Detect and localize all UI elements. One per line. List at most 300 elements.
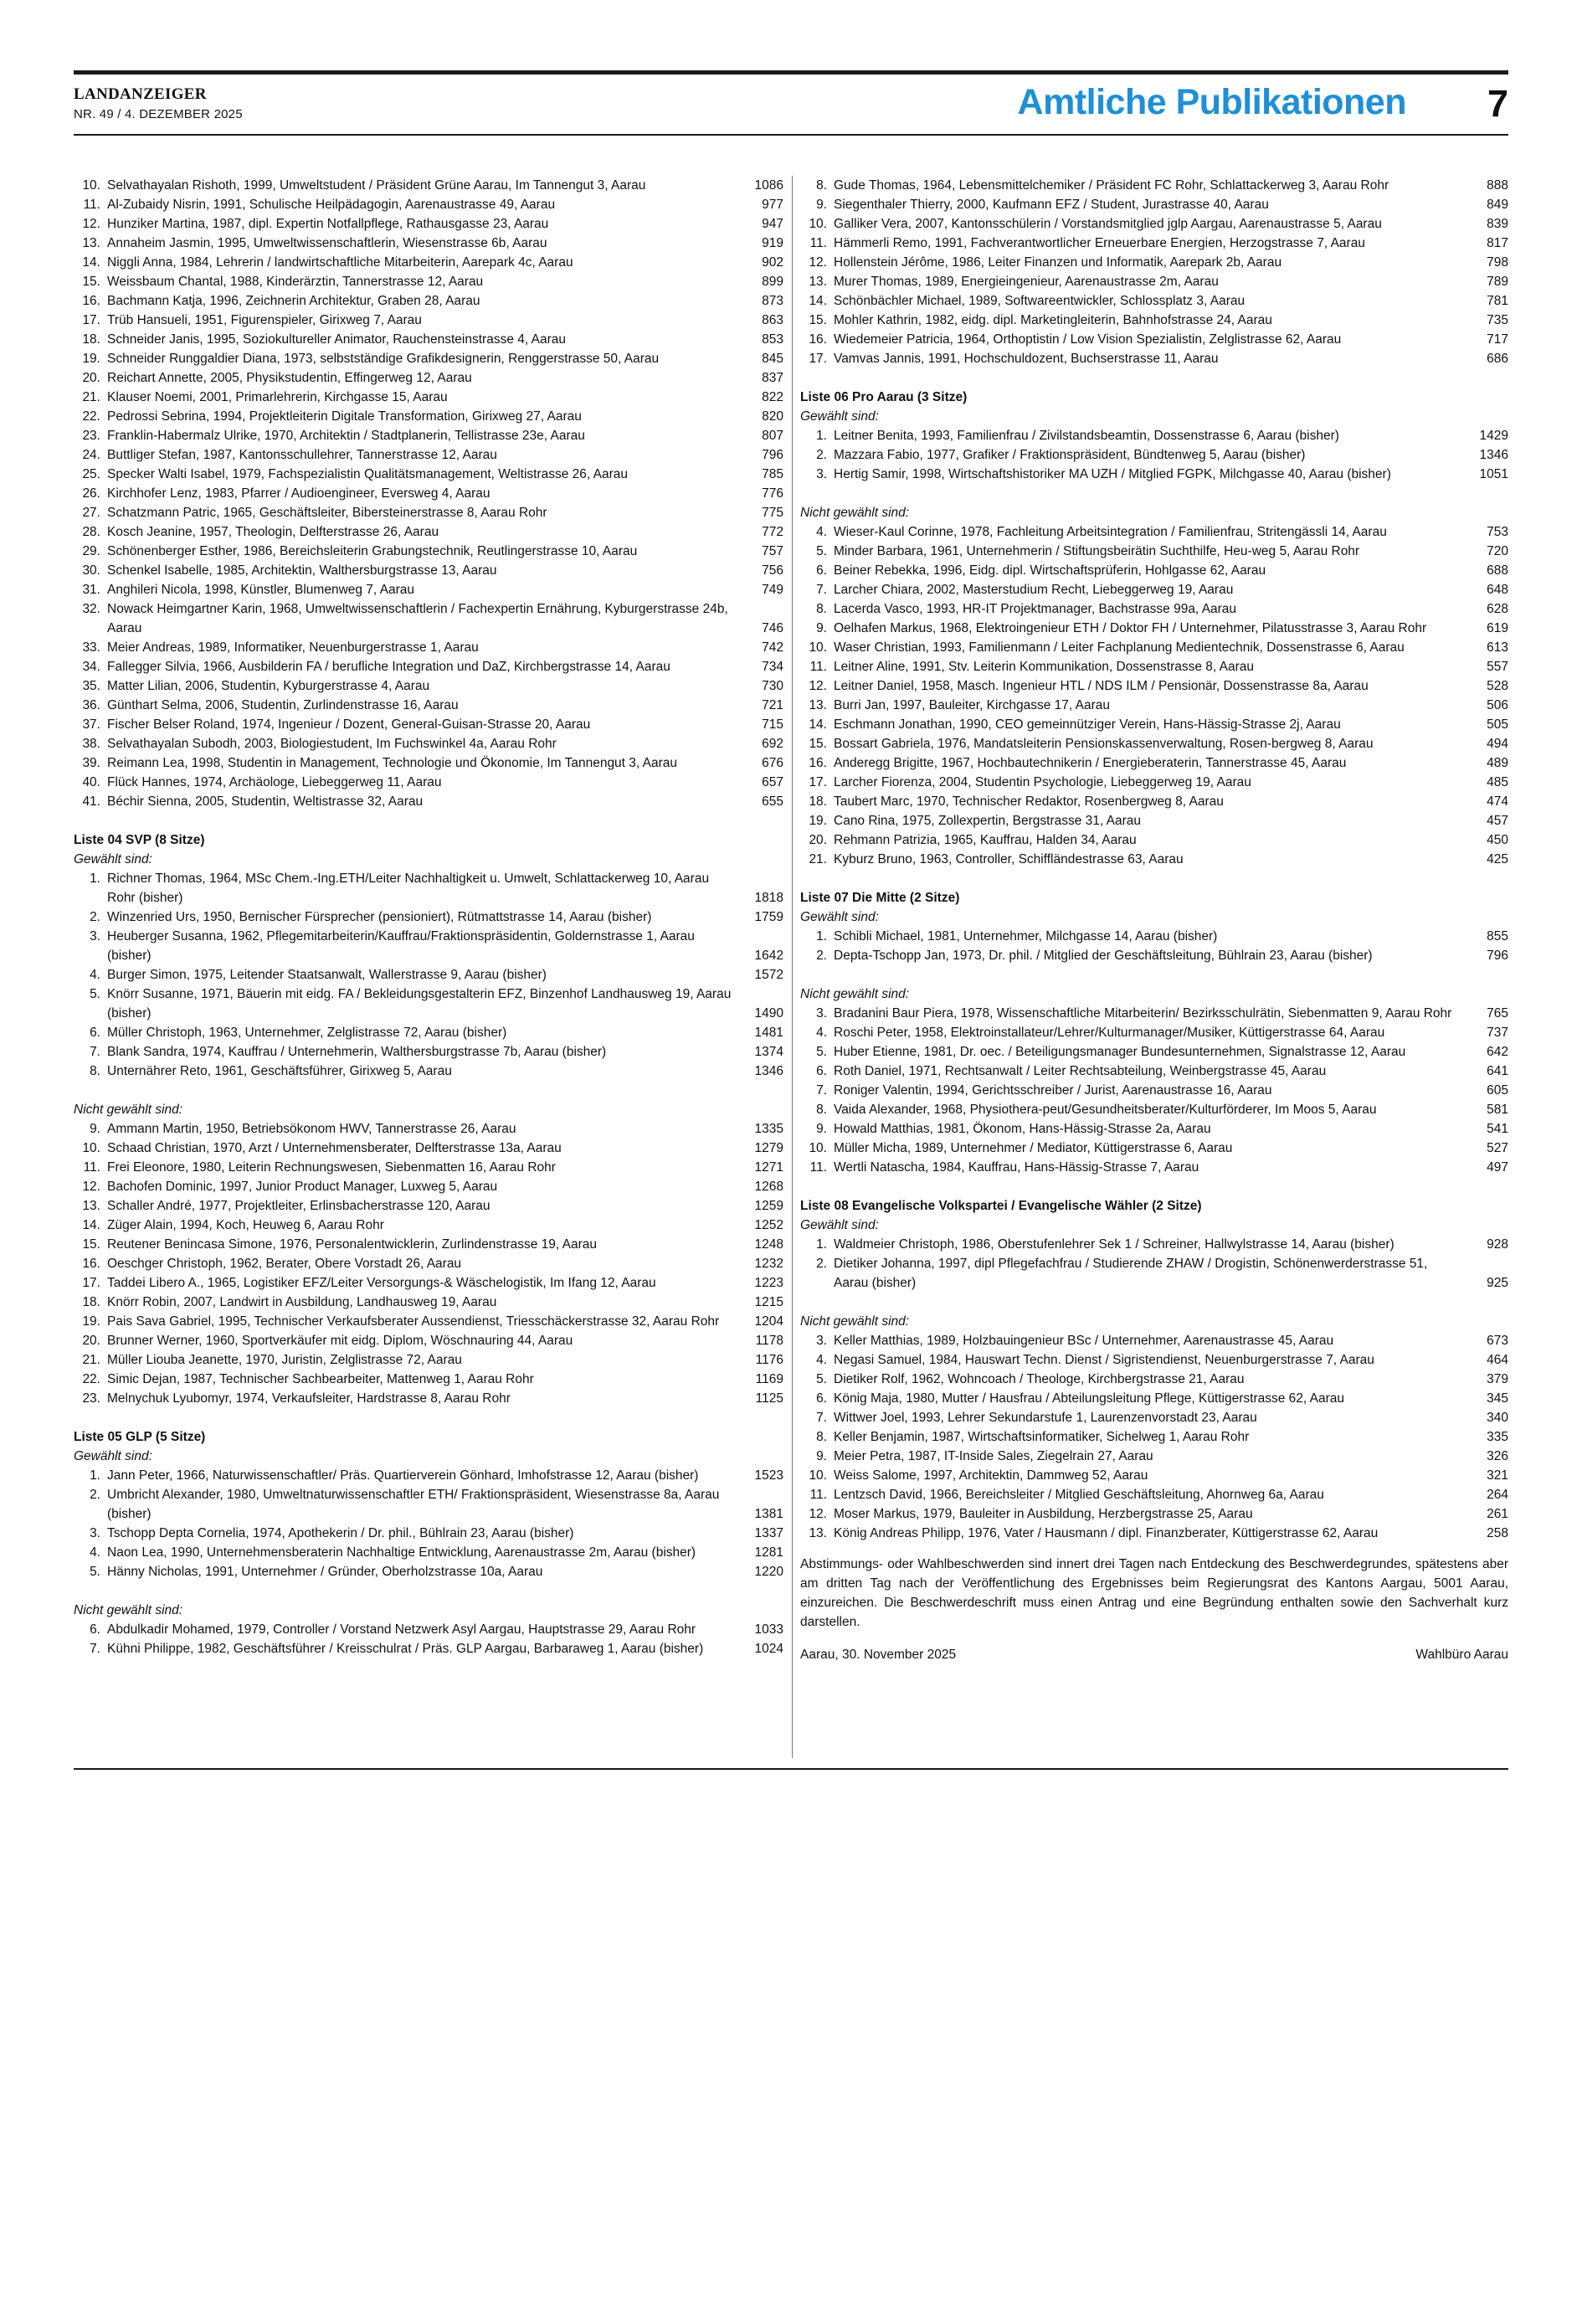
candidate-rank: 20. <box>82 1334 100 1348</box>
candidate-details: Müller Christoph, 1963, Unternehmer, Zelglistrasse 72, Aarau (bisher) <box>107 1026 507 1040</box>
candidate-rank: 1. <box>90 1468 100 1483</box>
candidate-details: Rehmann Patrizia, 1965, Kauffrau, Halden 34, Aarau <box>834 833 1137 847</box>
candidate-votes: 657 <box>762 775 783 789</box>
candidate-votes: 676 <box>762 756 783 770</box>
candidate-details: Keller Benjamin, 1987, Wirtschaftsinformatiker, Sichelweg 1, Aarau Rohr <box>834 1430 1250 1444</box>
signature-line <box>800 1645 1508 1664</box>
candidate-details: Galliker Vera, 2007, Kantonsschülerin / Vorstandsmitglied jglp Aargau, Aarenaustrasse 5, Aarau <box>834 217 1382 231</box>
candidate-votes: 1572 <box>754 968 783 982</box>
column-divider <box>792 176 793 1758</box>
candidate-details: Franklin-Habermalz Ulrike, 1970, Architektin / Stadtplanerin, Tellistrasse 23e, Aarau <box>107 429 585 443</box>
candidate-rank: 27. <box>82 506 100 520</box>
candidate-votes: 1232 <box>754 1257 783 1271</box>
candidate-row <box>74 599 783 638</box>
right-column <box>800 176 1508 1664</box>
candidate-row <box>800 1139 1508 1158</box>
candidate-row <box>800 657 1508 676</box>
candidate-row <box>74 388 783 407</box>
candidate-details: Schibli Michael, 1981, Unternehmer, Milchgasse 14, Aarau (bisher) <box>834 929 1218 943</box>
candidate-details: Wieser-Kaul Corinne, 1978, Fachleitung Arbeitsintegration / Familienfrau, Stritengässli 14, Aarau <box>834 525 1387 539</box>
candidate-row <box>800 676 1508 696</box>
candidate-details: Vamvas Jannis, 1991, Hochschuldozent, Buchserstrasse 11, Aarau <box>834 352 1219 366</box>
list05-continuation <box>800 176 1508 368</box>
candidate-votes: 648 <box>1487 583 1508 597</box>
candidate-row <box>74 522 783 542</box>
candidate-row <box>74 1196 783 1216</box>
candidate-row <box>800 1100 1508 1119</box>
left-column <box>74 176 783 1658</box>
candidate-details: Hertig Samir, 1998, Wirtschaftshistoriker MA UZH / Mitglied FGPK, Milchgasse 40, Aarau (bisher) <box>834 467 1391 481</box>
candidate-row <box>74 1389 783 1408</box>
candidate-votes: 1279 <box>754 1141 783 1155</box>
candidate-votes: 1125 <box>755 1391 783 1406</box>
candidate-details: Hunziker Martina, 1987, dipl. Expertin Notfallpflege, Rathausgasse 23, Aarau <box>107 217 549 231</box>
candidate-rank: 4. <box>90 968 100 982</box>
candidate-row <box>74 792 783 811</box>
candidate-details: Lentzsch David, 1966, Bereichsleiter / Mitglied Geschäftsleitung, Ahornweg 6a, Aarau <box>834 1488 1324 1502</box>
candidate-row <box>74 445 783 465</box>
elected-list <box>800 927 1508 965</box>
candidate-votes: 688 <box>1487 563 1508 578</box>
candidate-row <box>74 676 783 696</box>
candidate-row <box>800 176 1508 195</box>
candidate-rank: 14. <box>809 294 827 308</box>
candidate-details: Beiner Rebekka, 1996, Eidg. dipl. Wirtschaftsprüferin, Hohlgasse 62, Aarau <box>834 563 1266 578</box>
candidate-details: Annaheim Jasmin, 1995, Umweltwissenschaftlerin, Wiesenstrasse 6b, Aarau <box>107 236 547 250</box>
candidate-votes: 1051 <box>1479 467 1508 481</box>
candidate-rank: 29. <box>82 544 100 558</box>
candidate-votes: 1346 <box>1479 448 1508 462</box>
candidate-votes: 781 <box>1487 294 1508 308</box>
top-rule <box>74 70 1508 75</box>
candidate-row <box>74 195 783 214</box>
candidate-row <box>74 1119 783 1139</box>
candidate-votes: 474 <box>1487 794 1508 809</box>
candidate-details: Huber Etienne, 1981, Dr. oec. / Beteiligungsmanager Bundesunternehmen, Signalstrasse 12, Aarau <box>834 1045 1406 1059</box>
candidate-row <box>800 1466 1508 1485</box>
candidate-row <box>74 985 783 1023</box>
candidate-rank: 14. <box>82 1218 100 1232</box>
candidate-row <box>800 830 1508 850</box>
candidate-rank: 23. <box>82 429 100 443</box>
candidate-row <box>74 214 783 234</box>
candidate-details: Abdulkadir Mohamed, 1979, Controller / Vorstand Netzwerk Asyl Aargau, Hauptstrasse 29, Aarau Rohr <box>107 1622 696 1637</box>
candidate-details: Gude Thomas, 1964, Lebensmittelchemiker / Präsident FC Rohr, Schlattackerweg 3, Aarau Rohr <box>834 178 1389 193</box>
candidate-row <box>74 1216 783 1235</box>
candidate-rank: 5. <box>816 1045 827 1059</box>
elected-list <box>800 426 1508 484</box>
candidate-votes: 619 <box>1487 621 1508 635</box>
candidate-votes: 1033 <box>754 1622 783 1637</box>
candidate-votes: 1346 <box>754 1064 783 1078</box>
not-elected-label: Nicht gewählt sind: <box>800 506 910 520</box>
candidate-details: Reutener Benincasa Simone, 1976, Personalentwicklerin, Zurlindenstrasse 19, Aarau <box>107 1237 598 1252</box>
candidate-details: Specker Walti Isabel, 1979, Fachspezialistin Qualitätsmanagement, Weltistrasse 26, Aarau <box>107 467 629 481</box>
candidate-row <box>800 696 1508 715</box>
candidate-rank: 2. <box>90 1488 100 1502</box>
candidate-row <box>74 1254 783 1273</box>
candidate-rank: 3. <box>816 1334 827 1348</box>
candidate-details: Unternährer Reto, 1961, Geschäftsführer, Girixweg 5, Aarau <box>107 1064 452 1078</box>
candidate-row <box>74 368 783 388</box>
candidate-details: Frei Eleonore, 1980, Leiterin Rechnungswesen, Siebenmatten 16, Aarau Rohr <box>107 1160 556 1175</box>
elected-label: Gewählt sind: <box>74 1449 152 1463</box>
candidate-row <box>74 1370 783 1389</box>
candidate-details: Züger Alain, 1994, Koch, Heuweg 6, Aarau Rohr <box>107 1218 384 1232</box>
candidate-row <box>800 195 1508 214</box>
candidate-rank: 12. <box>82 1180 100 1194</box>
signature: Wahlbüro Aarau <box>1415 1648 1508 1662</box>
candidate-rank: 4. <box>90 1545 100 1560</box>
candidate-details: Niggli Anna, 1984, Lehrerin / landwirtschaftliche Mitarbeiterin, Aarepark 4c, Aarau <box>107 255 573 270</box>
not-elected-label: Nicht gewählt sind: <box>74 1603 183 1617</box>
candidate-rank: 39. <box>82 756 100 770</box>
candidate-details: Oeschger Christoph, 1962, Berater, Obere Vorstadt 26, Aarau <box>107 1257 462 1271</box>
candidate-row <box>74 503 783 522</box>
candidate-votes: 756 <box>762 563 783 578</box>
candidate-details: Selvathayalan Rishoth, 1999, Umweltstudent / Präsident Grüne Aarau, Im Tannengut 3, Aarau <box>107 178 646 193</box>
candidate-row <box>74 1639 783 1658</box>
candidate-details: König Maja, 1980, Mutter / Hausfrau / Abteilungsleitung Pflege, Küttigerstrasse 62, Aarau <box>834 1391 1345 1406</box>
candidate-row <box>74 330 783 349</box>
candidate-row <box>800 850 1508 869</box>
header-rule <box>74 134 1508 136</box>
candidate-rank: 19. <box>82 1314 100 1329</box>
candidate-votes: 1759 <box>754 910 783 924</box>
candidate-details: Vaida Alexander, 1968, Physiothera-peut/Gesundheitsberater/Kulturförderer, Im Moos 5, Aarau <box>834 1103 1377 1117</box>
candidate-votes: 742 <box>762 640 783 655</box>
candidate-details: Müller Liouba Jeanette, 1970, Juristin, Zelglistrasse 72, Aarau <box>107 1353 462 1367</box>
candidate-row <box>800 542 1508 561</box>
candidate-rank: 5. <box>816 544 827 558</box>
candidate-row <box>800 927 1508 946</box>
candidate-row <box>800 1062 1508 1081</box>
candidate-row <box>74 1023 783 1042</box>
candidate-details: Simic Dejan, 1987, Technischer Sachbearbeiter, Mattenweg 1, Aarau Rohr <box>107 1372 534 1386</box>
candidate-details: Roniger Valentin, 1994, Gerichtsschreiber / Jurist, Aarenaustrasse 16, Aarau <box>834 1083 1272 1098</box>
candidate-votes: 557 <box>1487 660 1508 674</box>
candidate-votes: 345 <box>1487 1391 1508 1406</box>
candidate-row <box>74 484 783 503</box>
candidate-rank: 23. <box>82 1391 100 1406</box>
candidate-details: Leitner Daniel, 1958, Masch. Ingenieur HTL / NDS ILM / Pensionär, Dossenstrasse 8a, Aarau <box>834 679 1369 693</box>
candidate-row <box>800 580 1508 599</box>
candidate-details: Roth Daniel, 1971, Rechtsanwalt / Leiter Rechtsabteilung, Weinbergstrasse 45, Aarau <box>834 1064 1327 1078</box>
candidate-votes: 735 <box>1487 313 1508 327</box>
candidate-rank: 10. <box>809 1468 827 1483</box>
candidate-votes: 798 <box>1487 255 1508 270</box>
candidate-details: Naon Lea, 1990, Unternehmensberaterin Nachhaltige Entwicklung, Aarenaustrasse 2m, Aarau (bisher) <box>107 1545 696 1560</box>
candidate-row <box>74 638 783 657</box>
candidate-votes: 1481 <box>754 1026 783 1040</box>
candidate-row <box>800 445 1508 465</box>
candidate-rank: 5. <box>90 1565 100 1579</box>
candidate-votes: 527 <box>1487 1141 1508 1155</box>
candidate-votes: 686 <box>1487 352 1508 366</box>
candidate-rank: 7. <box>90 1045 100 1059</box>
candidate-rank: 7. <box>816 1411 827 1425</box>
candidate-votes: 715 <box>762 717 783 732</box>
candidate-rank: 3. <box>816 467 827 481</box>
masthead: LANDANZEIGER <box>74 85 207 103</box>
candidate-details: Larcher Chiara, 2002, Masterstudium Recht, Liebeggerweg 19, Aarau <box>834 583 1234 597</box>
candidate-row <box>800 291 1508 311</box>
candidate-row <box>74 1158 783 1177</box>
candidate-votes: 1252 <box>754 1218 783 1232</box>
candidate-details: Fischer Belser Roland, 1974, Ingenieur / Dozent, General-Guisan-Strasse 20, Aarau <box>107 717 591 732</box>
candidate-details: Wertli Natascha, 1984, Kauffrau, Hans-Hässig-Strasse 7, Aarau <box>834 1160 1199 1175</box>
candidate-votes: 928 <box>1487 1237 1508 1252</box>
candidate-details: Heuberger Susanna, 1962, Pflegemitarbeiterin/Kauffrau/Fraktionspräsidentin, Goldernstrasse 1, Aarau (bisher) <box>107 929 695 963</box>
candidate-votes: 528 <box>1487 679 1508 693</box>
candidate-rank: 10. <box>82 178 100 193</box>
candidate-details: Hänny Nicholas, 1991, Unternehmer / Gründer, Oberholzstrasse 10a, Aarau <box>107 1565 543 1579</box>
candidate-row <box>800 465 1508 484</box>
elected-label: Gewählt sind: <box>74 852 152 866</box>
candidate-row <box>74 696 783 715</box>
candidate-votes: 717 <box>1487 332 1508 347</box>
candidate-row <box>74 1485 783 1524</box>
candidate-votes: 1215 <box>754 1295 783 1309</box>
candidate-row <box>800 619 1508 638</box>
list-heading: Liste 06 Pro Aarau (3 Sitze) <box>800 390 968 404</box>
candidate-rank: 3. <box>90 929 100 943</box>
candidate-details: Selvathayalan Subodh, 2003, Biologiestudent, Im Fuchswinkel 4a, Aarau Rohr <box>107 737 557 751</box>
candidate-rank: 11. <box>809 1488 827 1502</box>
candidate-votes: 772 <box>762 525 783 539</box>
candidate-rank: 9. <box>816 1449 827 1463</box>
bottom-rule <box>74 1768 1508 1770</box>
candidate-rank: 40. <box>82 775 100 789</box>
not-elected-list <box>800 1004 1508 1177</box>
candidate-details: Waser Christian, 1993, Familienmann / Leiter Fachplanung Medientechnik, Dossenstrasse 6, Aarau <box>834 640 1405 655</box>
candidate-rank: 11. <box>809 1160 827 1175</box>
candidate-votes: 340 <box>1487 1411 1508 1425</box>
candidate-row <box>800 234 1508 253</box>
candidate-rank: 8. <box>90 1064 100 1078</box>
candidate-votes: 796 <box>762 448 783 462</box>
candidate-votes: 730 <box>762 679 783 693</box>
candidate-votes: 1178 <box>755 1334 783 1348</box>
candidate-row <box>800 1081 1508 1100</box>
candidate-votes: 642 <box>1487 1045 1508 1059</box>
candidate-details: Trüb Hansueli, 1951, Figurenspieler, Girixweg 7, Aarau <box>107 313 422 327</box>
candidate-rank: 9. <box>90 1122 100 1136</box>
candidate-row <box>800 715 1508 734</box>
elected-list <box>74 1466 783 1581</box>
candidate-rank: 16. <box>809 756 827 770</box>
candidate-votes: 1429 <box>1479 429 1508 443</box>
candidate-row <box>800 1235 1508 1254</box>
candidate-details: Matter Lilian, 2006, Studentin, Kyburgerstrasse 4, Aarau <box>107 679 430 693</box>
candidate-details: Brunner Werner, 1960, Sportverkäufer mit eidg. Diplom, Wöschnauring 44, Aarau <box>107 1334 573 1348</box>
candidate-votes: 1268 <box>754 1180 783 1194</box>
candidate-rank: 31. <box>82 583 100 597</box>
candidate-row <box>74 1235 783 1254</box>
candidate-votes: 1220 <box>754 1565 783 1579</box>
candidate-details: Kirchhofer Lenz, 1983, Pfarrer / Audioengineer, Eversweg 4, Aarau <box>107 486 491 501</box>
candidate-votes: 873 <box>762 294 783 308</box>
candidate-rank: 7. <box>816 1083 827 1098</box>
candidate-details: Reimann Lea, 1998, Studentin in Management, Technologie und Ökonomie, Im Tannengut 3, Aarau <box>107 756 678 770</box>
candidate-details: Müller Micha, 1989, Unternehmer / Mediator, Küttigerstrasse 6, Aarau <box>834 1141 1233 1155</box>
candidate-details: Burger Simon, 1975, Leitender Staatsanwalt, Wallerstrasse 9, Aarau (bisher) <box>107 968 547 982</box>
candidate-details: Keller Matthias, 1989, Holzbauingenieur BSc / Unternehmer, Aarenaustrasse 45, Aarau <box>834 1334 1334 1348</box>
candidate-votes: 947 <box>762 217 783 231</box>
candidate-row <box>74 349 783 368</box>
candidate-votes: 497 <box>1487 1160 1508 1175</box>
candidate-votes: 1271 <box>754 1160 783 1175</box>
candidate-row <box>800 734 1508 753</box>
candidate-row <box>800 1408 1508 1427</box>
candidate-details: Larcher Fiorenza, 2004, Studentin Psychologie, Liebeggerweg 19, Aarau <box>834 775 1251 789</box>
candidate-votes: 1024 <box>754 1642 783 1656</box>
candidate-row <box>800 1004 1508 1023</box>
candidate-details: Depta-Tschopp Jan, 1973, Dr. phil. / Mitglied der Geschäftsleitung, Bühlrain 23, Aarau (bisher) <box>834 949 1373 963</box>
candidate-row <box>74 734 783 753</box>
candidate-rank: 8. <box>816 602 827 616</box>
candidate-rank: 25. <box>82 467 100 481</box>
candidate-row <box>74 407 783 426</box>
candidate-rank: 1. <box>816 429 827 443</box>
candidate-details: Dietiker Johanna, 1997, dipl Pflegefachfrau / Studierende ZHAW / Drogistin, Schönenwerderstrasse 51, Aarau (bisher) <box>834 1257 1428 1290</box>
candidate-rank: 10. <box>809 640 827 655</box>
candidate-row <box>800 599 1508 619</box>
candidate-rank: 9. <box>816 198 827 212</box>
candidate-details: Waldmeier Christoph, 1986, Oberstufenlehrer Sek 1 / Schreiner, Hallwylstrasse 14, Aarau (bisher) <box>834 1237 1395 1252</box>
candidate-details: Howald Matthias, 1981, Ökonom, Hans-Hässig-Strasse 2a, Aarau <box>834 1122 1211 1136</box>
candidate-rank: 34. <box>82 660 100 674</box>
candidate-rank: 6. <box>90 1622 100 1637</box>
candidate-votes: 1086 <box>754 178 783 193</box>
candidate-details: Béchir Sienna, 2005, Studentin, Weltistrasse 32, Aarau <box>107 794 424 809</box>
candidate-row <box>800 946 1508 965</box>
candidate-rank: 22. <box>82 409 100 424</box>
candidate-row <box>800 1389 1508 1408</box>
candidate-votes: 919 <box>762 236 783 250</box>
not-elected-label: Nicht gewählt sind: <box>74 1103 183 1117</box>
candidate-details: Blank Sandra, 1974, Kauffrau / Unternehmerin, Walthersburgstrasse 7b, Aarau (bisher) <box>107 1045 607 1059</box>
candidate-votes: 977 <box>762 198 783 212</box>
list-heading: Liste 05 GLP (5 Sitze) <box>74 1430 206 1444</box>
candidate-rank: 12. <box>82 217 100 231</box>
candidate-votes: 261 <box>1487 1507 1508 1521</box>
candidate-rank: 5. <box>90 987 100 1001</box>
candidate-rank: 30. <box>82 563 100 578</box>
not-elected-list <box>74 1119 783 1408</box>
candidate-rank: 24. <box>82 448 100 462</box>
candidate-rank: 12. <box>809 1507 827 1521</box>
candidate-row <box>800 753 1508 773</box>
candidate-votes: 902 <box>762 255 783 270</box>
candidate-votes: 1248 <box>754 1237 783 1252</box>
not-elected-list <box>800 1331 1508 1543</box>
candidate-votes: 264 <box>1487 1488 1508 1502</box>
candidate-votes: 1204 <box>754 1314 783 1329</box>
candidate-row <box>74 907 783 927</box>
candidate-votes: 258 <box>1487 1526 1508 1540</box>
candidate-row <box>74 1273 783 1293</box>
candidate-votes: 789 <box>1487 275 1508 289</box>
candidate-votes: 720 <box>1487 544 1508 558</box>
candidate-row <box>800 1447 1508 1466</box>
candidate-rank: 20. <box>809 833 827 847</box>
candidate-votes: 765 <box>1487 1006 1508 1021</box>
candidate-row <box>74 542 783 561</box>
candidate-details: Bachmann Katja, 1996, Zeichnerin Architektur, Graben 28, Aarau <box>107 294 480 308</box>
candidate-rank: 15. <box>809 313 827 327</box>
candidate-details: Weissbaum Chantal, 1988, Kinderärztin, Tannerstrasse 12, Aarau <box>107 275 484 289</box>
candidate-row <box>800 214 1508 234</box>
candidate-rank: 1. <box>816 929 827 943</box>
complaint-notice: Abstimmungs- oder Wahlbeschwerden sind innert drei Tagen nach Entdeckung des Beschwerdegrundes, spätestens aber am dritten Tag nach der Veröffentlichung des Ergebnisses beim Regierungsrat des Kantons Aargau, 5001 Aarau, einzureichen. Die Beschwerdeschrift muss einen Antrag und eine Begründung enthalten sowie den Sachverhalt kurz darstellen. <box>800 1557 1508 1629</box>
candidate-details: Anghileri Nicola, 1998, Künstler, Blumenweg 7, Aarau <box>107 583 415 597</box>
candidate-votes: 1381 <box>754 1507 783 1521</box>
candidate-row <box>74 234 783 253</box>
candidate-votes: 721 <box>762 698 783 712</box>
candidate-votes: 1337 <box>754 1526 783 1540</box>
candidate-rank: 18. <box>809 794 827 809</box>
candidate-details: Melnychuk Lyubomyr, 1974, Verkaufsleiter, Hardstrasse 8, Aarau Rohr <box>107 1391 511 1406</box>
candidate-votes: 863 <box>762 313 783 327</box>
candidate-rank: 4. <box>816 525 827 539</box>
candidate-rank: 26. <box>82 486 100 501</box>
candidate-votes: 457 <box>1487 814 1508 828</box>
candidate-details: Weiss Salome, 1997, Architektin, Dammweg 52, Aarau <box>834 1468 1148 1483</box>
candidate-rank: 7. <box>90 1642 100 1656</box>
candidate-rank: 10. <box>809 1141 827 1155</box>
candidate-row <box>800 522 1508 542</box>
candidate-rank: 21. <box>82 390 100 404</box>
candidate-rank: 8. <box>816 1430 827 1444</box>
candidate-rank: 9. <box>816 621 827 635</box>
candidate-rank: 18. <box>82 1295 100 1309</box>
candidate-row <box>74 1331 783 1350</box>
candidate-votes: 335 <box>1487 1430 1508 1444</box>
candidate-votes: 494 <box>1487 737 1508 751</box>
candidate-row <box>74 1350 783 1370</box>
candidate-details: Schneider Janis, 1995, Soziokultureller Animator, Rauchensteinstrasse 4, Aarau <box>107 332 566 347</box>
not-elected-label: Nicht gewählt sind: <box>800 1314 910 1329</box>
candidate-details: Hollenstein Jérôme, 1986, Leiter Finanzen und Informatik, Aarepark 2b, Aarau <box>834 255 1282 270</box>
candidate-row <box>800 1023 1508 1042</box>
candidate-votes: 757 <box>762 544 783 558</box>
candidate-rank: 15. <box>82 1237 100 1252</box>
candidate-row <box>74 311 783 330</box>
candidate-details: Meier Petra, 1987, IT-Inside Sales, Ziegelrain 27, Aarau <box>834 1449 1153 1463</box>
candidate-votes: 655 <box>762 794 783 809</box>
candidate-rank: 18. <box>82 332 100 347</box>
candidate-details: Klauser Noemi, 2001, Primarlehrerin, Kirchgasse 15, Aarau <box>107 390 448 404</box>
candidate-details: Anderegg Brigitte, 1967, Hochbautechnikerin / Energieberaterin, Tannerstrasse 45, Aarau <box>834 756 1347 770</box>
candidate-details: Negasi Samuel, 1984, Hauswart Techn. Dienst / Sigristendienst, Neuenburgerstrasse 7, Aarau <box>834 1353 1374 1367</box>
candidate-votes: 641 <box>1487 1064 1508 1078</box>
candidate-row <box>74 1466 783 1485</box>
candidate-details: Bachofen Dominic, 1997, Junior Product Manager, Luxweg 5, Aarau <box>107 1180 498 1194</box>
candidate-votes: 853 <box>762 332 783 347</box>
candidate-votes: 692 <box>762 737 783 751</box>
candidate-rank: 2. <box>90 910 100 924</box>
candidate-votes: 450 <box>1487 833 1508 847</box>
candidate-details: Schenkel Isabelle, 1985, Architektin, Walthersburgstrasse 13, Aarau <box>107 563 497 578</box>
candidate-row <box>800 561 1508 580</box>
candidate-rank: 17. <box>82 1276 100 1290</box>
candidate-row <box>800 1350 1508 1370</box>
candidate-row <box>74 657 783 676</box>
candidate-row <box>74 561 783 580</box>
candidate-details: Umbricht Alexander, 1980, Umweltnaturwissenschaftler ETH/ Fraktionspräsident, Wiesenstrasse 8a, Aarau (bisher) <box>107 1488 720 1521</box>
candidate-rank: 6. <box>816 1064 827 1078</box>
